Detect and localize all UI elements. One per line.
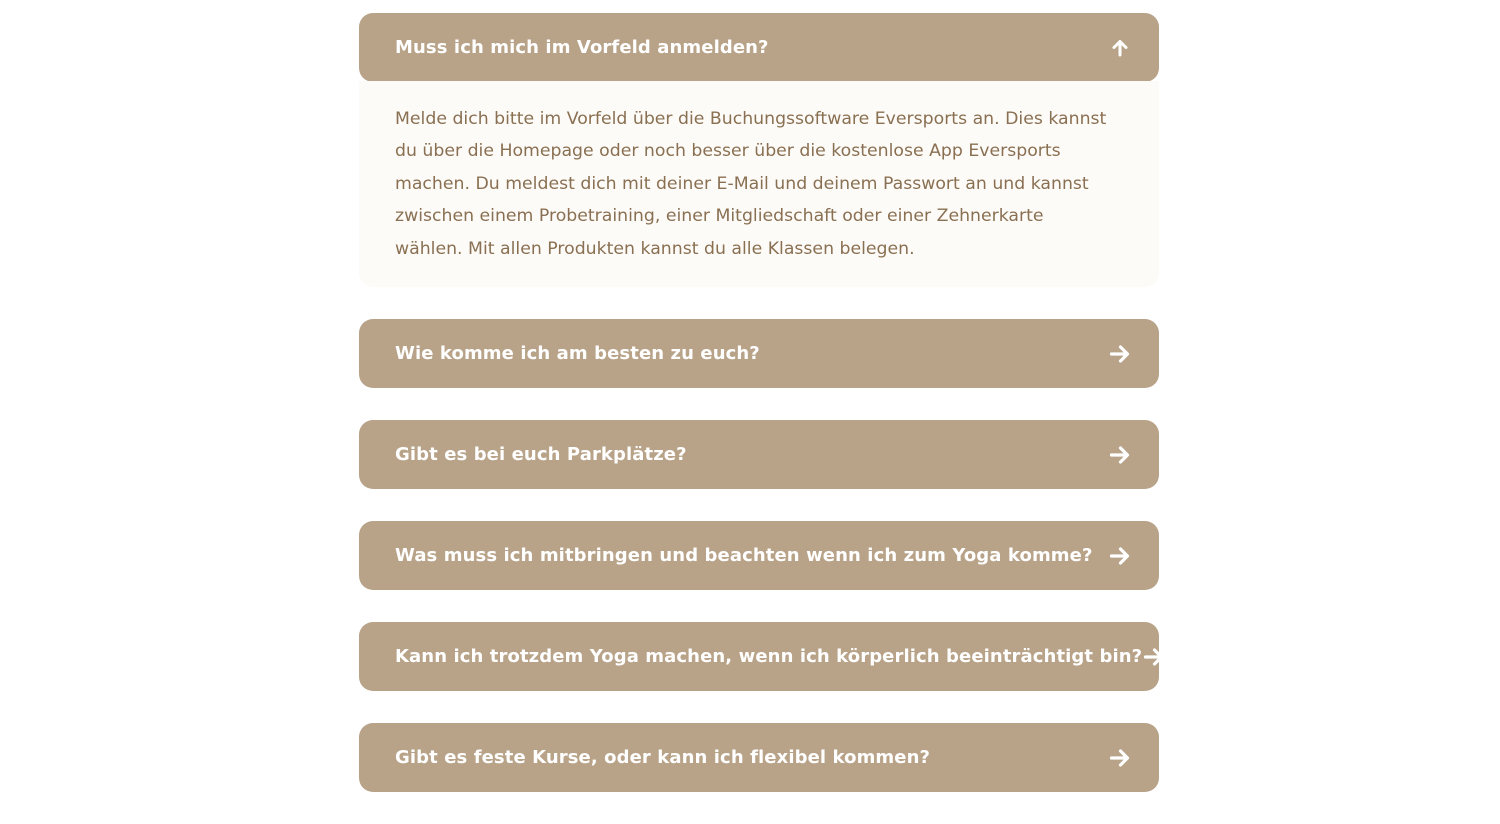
- faq-question: Muss ich mich im Vorfeld anmelden?: [395, 37, 769, 58]
- faq-toggle-button[interactable]: [359, 521, 1159, 590]
- faq-item: [359, 319, 1159, 388]
- faq-question: Wie komme ich am besten zu euch?: [395, 343, 760, 365]
- faq-question: Gibt es feste Kurse, oder kann ich flexibel kommen?: [395, 747, 931, 769]
- faq-item: [359, 13, 1159, 287]
- faq-toggle-button[interactable]: [359, 622, 1159, 691]
- faq-answer: Melde dich bitte im Vorfeld über die Buchungssoftware Eversports an. Dies kannst du über die Homepage oder noch besser über die kostenlose App Eversports machen. Du meldest dich mit deiner E-Mail und deinem Passwort an und kannst zwischen einem Probetraining, einer Mitgliedschaft oder einer Zehnerkarte wählen. Mit allen Produkten kannst du alle Klassen belegen.: [395, 109, 1107, 259]
- arrow-right-icon: [1142, 644, 1166, 670]
- faq-toggle-button[interactable]: [359, 13, 1159, 82]
- faq-item: [359, 521, 1159, 590]
- faq-answer-panel: [359, 81, 1159, 287]
- arrow-up-icon: [1107, 35, 1133, 61]
- faq-toggle-button[interactable]: [359, 319, 1159, 388]
- faq-item: [359, 622, 1159, 691]
- faq-question: Kann ich trotzdem Yoga machen, wenn ich körperlich beeinträchtigt bin?: [395, 646, 1143, 668]
- faq-question: Gibt es bei euch Parkplätze?: [395, 444, 687, 466]
- arrow-right-icon: [1107, 442, 1133, 468]
- faq-question: Was muss ich mitbringen und beachten wenn ich zum Yoga komme?: [395, 545, 1093, 567]
- arrow-right-icon: [1107, 341, 1133, 367]
- faq-item: [359, 723, 1159, 792]
- faq-item: [359, 420, 1159, 489]
- faq-toggle-button[interactable]: [359, 723, 1159, 792]
- arrow-right-icon: [1107, 543, 1133, 569]
- faq-accordion: [359, 13, 1159, 824]
- faq-toggle-button[interactable]: [359, 420, 1159, 489]
- arrow-right-icon: [1107, 745, 1133, 771]
